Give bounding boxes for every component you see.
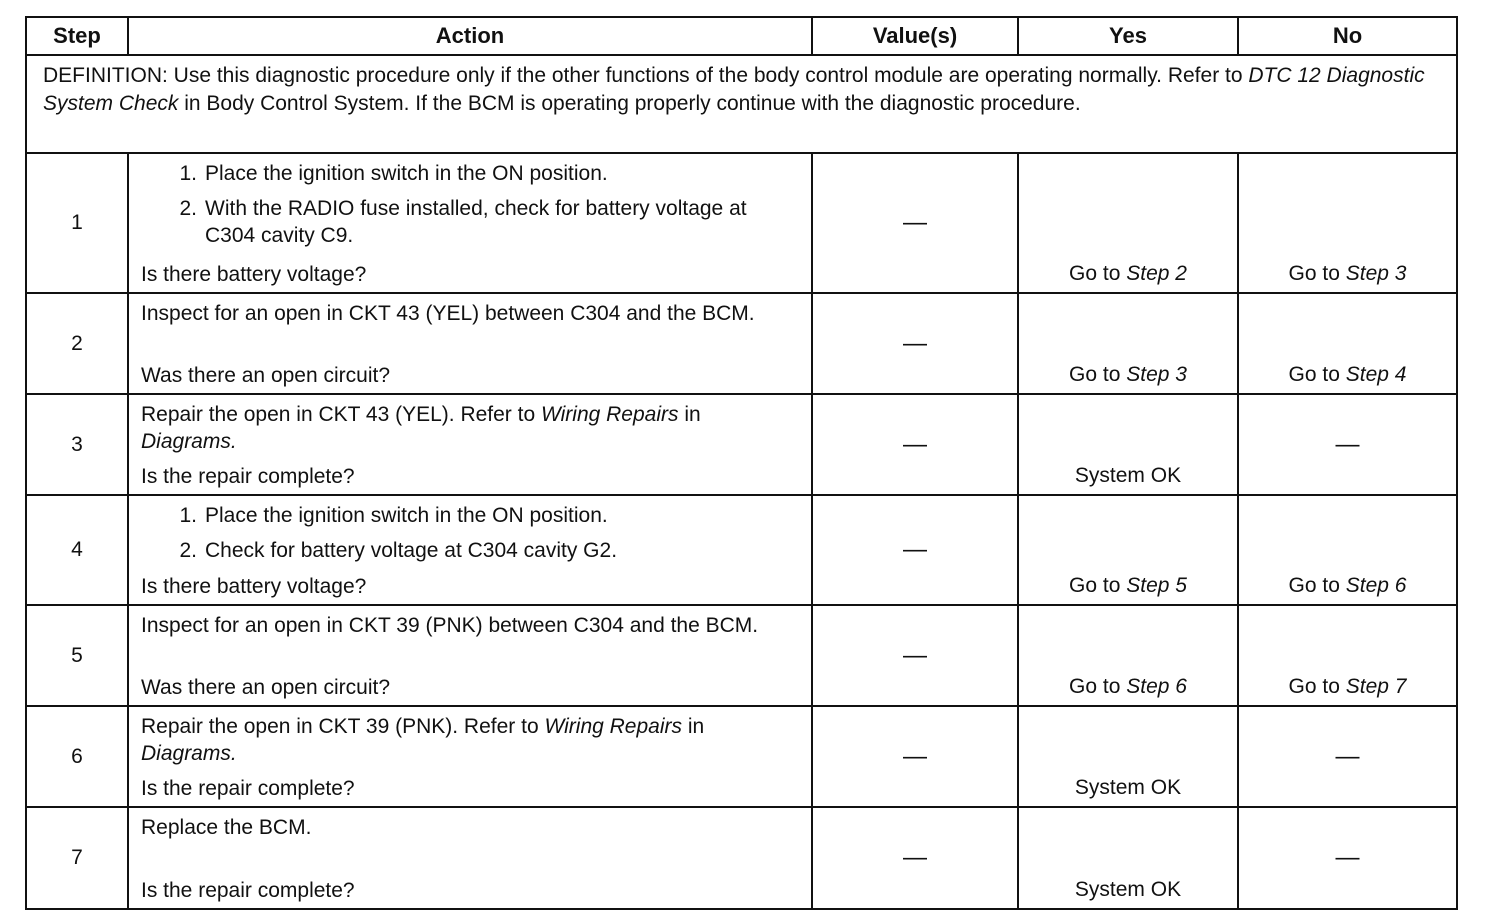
value-cell: — — [812, 706, 1018, 807]
no-cell: — — [1238, 706, 1457, 807]
header-values: Value(s) — [812, 17, 1018, 55]
action-text: Repair the open in CKT 39 (PNK). Refer to Wiring Repairs in Diagrams. — [141, 715, 705, 765]
action-question: Is there battery voltage? — [141, 575, 367, 598]
action-question: Is the repair complete? — [141, 465, 355, 488]
action-cell — [128, 807, 812, 909]
action-item: Place the ignition switch in the ON position. — [205, 162, 608, 185]
action-cell — [128, 293, 812, 394]
value-cell: — — [812, 153, 1018, 293]
diagnostic-table — [25, 16, 1458, 910]
action-item: With the RADIO fuse installed, check for battery voltage at C304 cavity C9. — [205, 197, 747, 247]
header-step: Step — [26, 17, 128, 55]
header-action: Action — [128, 17, 812, 55]
step-number: 2 — [26, 293, 128, 394]
no-cell: Go to Step 3 — [1238, 153, 1457, 293]
action-cell — [128, 605, 812, 706]
value-cell: — — [812, 807, 1018, 909]
action-question: Was there an open circuit? — [141, 676, 391, 699]
yes-cell: System OK — [1018, 706, 1238, 807]
action-question: Is the repair complete? — [141, 777, 355, 800]
yes-cell: Go to Step 6 — [1018, 605, 1238, 706]
step-number: 1 — [26, 153, 128, 293]
value-cell: — — [812, 293, 1018, 394]
yes-cell: System OK — [1018, 394, 1238, 495]
no-cell: — — [1238, 394, 1457, 495]
action-cell: 1. Place the ignition switch in the ON position. 2. Check for battery voltage at C304 cavity G2. Is there battery voltage? — [128, 495, 812, 605]
table-row — [26, 293, 1457, 394]
yes-cell: Go to Step 5 — [1018, 495, 1238, 605]
no-cell: Go to Step 4 — [1238, 293, 1457, 394]
value-cell: — — [812, 495, 1018, 605]
header-no: No — [1238, 17, 1457, 55]
step-number: 3 — [26, 394, 128, 495]
value-cell: — — [812, 605, 1018, 706]
table-row — [26, 706, 1457, 807]
yes-cell: System OK — [1018, 807, 1238, 909]
action-question: Is there battery voltage? — [141, 263, 367, 286]
yes-cell: Go to Step 3 — [1018, 293, 1238, 394]
action-item: Place the ignition switch in the ON position. — [205, 504, 608, 527]
action-text: Inspect for an open in CKT 39 (PNK) between C304 and the BCM. — [141, 614, 759, 637]
action-text: Replace the BCM. — [141, 816, 312, 839]
step-number: 5 — [26, 605, 128, 706]
header-row — [26, 17, 1457, 55]
yes-cell: Go to Step 2 — [1018, 153, 1238, 293]
definition-reference: DTC 12 Diagnostic System Check — [43, 64, 1425, 115]
definition-text: DEFINITION: Use this diagnostic procedure only if the other functions of the body control module are operating normally. Refer to DTC 12 Diagnostic System Check in Body Control System. If the BCM is operating properly continue with the diagnostic procedure. — [26, 55, 1457, 153]
step-number: 4 — [26, 495, 128, 605]
action-cell — [128, 706, 812, 807]
action-cell: 1. Place the ignition switch in the ON position. 2. With the RADIO fuse installed, check for battery voltage at C304 cavity C9. Is there battery voltage? — [128, 153, 812, 293]
no-cell: Go to Step 6 — [1238, 495, 1457, 605]
no-cell: Go to Step 7 — [1238, 605, 1457, 706]
value-cell: — — [812, 394, 1018, 495]
table-row — [26, 807, 1457, 909]
action-cell — [128, 394, 812, 495]
table-row — [26, 394, 1457, 495]
action-item: Check for battery voltage at C304 cavity G2. — [205, 539, 618, 562]
table-row — [26, 605, 1457, 706]
table-row — [26, 495, 1457, 605]
action-text: Repair the open in CKT 43 (YEL). Refer to Wiring Repairs in Diagrams. — [141, 403, 701, 453]
header-yes: Yes — [1018, 17, 1238, 55]
table-row — [26, 153, 1457, 293]
action-text: Inspect for an open in CKT 43 (YEL) between C304 and the BCM. — [141, 302, 755, 325]
step-number: 7 — [26, 807, 128, 909]
no-cell: — — [1238, 807, 1457, 909]
action-question: Is the repair complete? — [141, 879, 355, 902]
step-number: 6 — [26, 706, 128, 807]
action-question: Was there an open circuit? — [141, 364, 391, 387]
definition-row — [26, 55, 1457, 153]
